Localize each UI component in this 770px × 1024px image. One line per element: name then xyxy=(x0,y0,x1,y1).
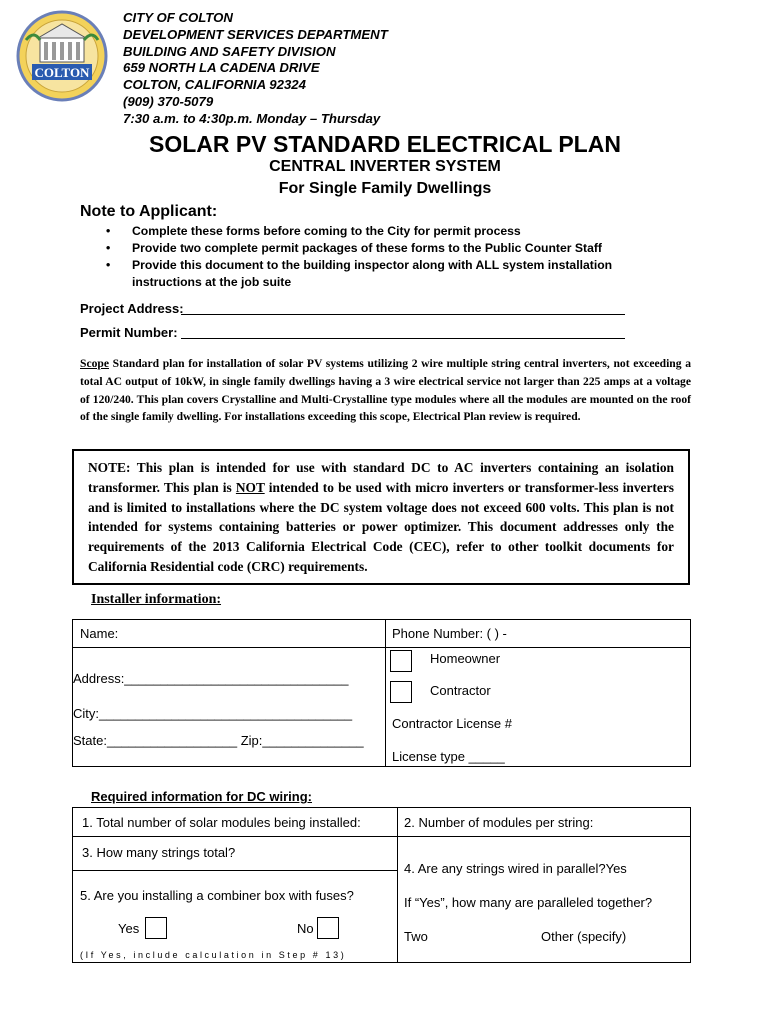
q4-strings-parallel[interactable]: 4. Are any strings wired in parallel?Yes xyxy=(404,861,627,876)
scope-label: Scope xyxy=(80,357,109,370)
phone-number-field[interactable]: Phone Number: ( ) - xyxy=(392,626,507,641)
svg-text:COLTON: COLTON xyxy=(34,65,90,80)
homeowner-checkbox[interactable] xyxy=(390,650,412,672)
q3-strings-total[interactable]: 3. How many strings total? xyxy=(82,845,236,860)
q2-modules-per-string[interactable]: 2. Number of modules per string: xyxy=(404,815,594,830)
list-item: • Complete these forms before coming to the City for permit process xyxy=(106,223,646,240)
scope-paragraph xyxy=(80,355,691,426)
project-address-field[interactable] xyxy=(181,314,625,315)
list-item: • Provide this document to the building inspector along with ALL system installation instructions at the job suite xyxy=(106,257,646,291)
document-subtitle: CENTRAL INVERTER SYSTEM xyxy=(269,158,501,175)
header-line: COLTON, CALIFORNIA 92324 xyxy=(123,77,306,93)
header-line: (909) 370-5079 xyxy=(123,93,214,109)
scope-text: Standard plan for installation of solar PV systems utilizing 2 wire multiple string central inverters, not exceeding a total AC output of 10kW, in single family dwellings having a 3 wire electrical service not larger than 225 amps at a voltage of 120/240. This plan covers Crystalline and Multi-Crystalline type modules where all the modules are mounted on the roof of the single family dwelling. For installations exceeding this scope, Electrical Plan review is required. xyxy=(80,357,691,424)
license-type-field[interactable]: License type _____ xyxy=(392,749,505,764)
project-address-label: Project Address: xyxy=(80,301,184,316)
installer-address-field[interactable]: Address:_______________________________ xyxy=(73,671,349,686)
contractor-label: Contractor xyxy=(430,683,491,698)
calculation-note: (If Yes, include calculation in Step # 13) xyxy=(80,950,347,960)
header-line: 7:30 a.m. to 4:30p.m. Monday – Thursday xyxy=(123,110,381,126)
option-other[interactable]: Other (specify) xyxy=(541,929,627,944)
header-line: BUILDING AND SAFETY DIVISION xyxy=(123,43,336,59)
contractor-checkbox[interactable] xyxy=(390,681,412,703)
contractor-license-field[interactable]: Contractor License # xyxy=(392,716,512,731)
dc-wiring-heading: Required information for DC wiring: xyxy=(91,789,312,804)
list-item: • Provide two complete permit packages of these forms to the Public Counter Staff xyxy=(106,240,646,257)
installer-city-field[interactable]: City:___________________________________ xyxy=(73,706,353,721)
permit-number-label: Permit Number: xyxy=(80,325,178,340)
note-text: NOTE: This plan is intended for use with standard DC to AC inverters containing an isolation transformer. This plan is xyxy=(88,460,674,495)
applicant-instructions xyxy=(106,223,646,291)
permit-number-field[interactable] xyxy=(181,338,625,339)
header-line: 659 NORTH LA CADENA DRIVE xyxy=(123,60,320,76)
q5-no-checkbox[interactable] xyxy=(317,917,339,939)
q1-total-modules[interactable]: 1. Total number of solar modules being installed: xyxy=(82,815,361,830)
q4-followup: If “Yes”, how many are paralleled together? xyxy=(404,895,653,910)
table-divider xyxy=(397,807,398,963)
department-header xyxy=(123,10,388,128)
q5-no-label: No xyxy=(297,921,314,936)
table-divider xyxy=(72,647,691,648)
document-title: SOLAR PV STANDARD ELECTRICAL PLAN xyxy=(149,131,621,157)
city-seal-logo xyxy=(16,10,108,102)
note-text-2: intended to be used with micro inverters or transformer-less inverters and is limited to installations where the DC system voltage does not exceed 600 volts. This plan is not intended for systems containing batteries or power optimizer. This document addresses only the requirements of the 2013 California Electrical Code (CEC), refer to other toolkit documents for California Residential code (CRC) requirements. xyxy=(88,479,674,574)
installer-info-heading: Installer information: xyxy=(91,592,222,607)
q5-combiner-box: 5. Are you installing a combiner box with fuses? xyxy=(80,888,354,903)
table-divider xyxy=(72,870,397,871)
table-divider xyxy=(72,836,691,837)
q5-yes-checkbox[interactable] xyxy=(145,917,167,939)
note-to-applicant-heading: Note to Applicant: xyxy=(80,203,218,220)
homeowner-label: Homeowner xyxy=(430,651,501,666)
note-emphasis: NOT xyxy=(235,479,265,495)
q5-yes-label: Yes xyxy=(118,921,140,936)
installer-name-field[interactable]: Name: xyxy=(80,626,119,641)
option-two[interactable]: Two xyxy=(404,929,428,944)
header-line: CITY OF COLTON xyxy=(123,10,233,25)
header-line: DEVELOPMENT SERVICES DEPARTMENT xyxy=(123,26,388,42)
installer-state-zip-field[interactable]: State:__________________ Zip:______________ xyxy=(73,733,364,748)
note-box xyxy=(72,449,690,585)
table-divider xyxy=(385,619,386,767)
document-subtitle-2: For Single Family Dwellings xyxy=(278,180,492,197)
